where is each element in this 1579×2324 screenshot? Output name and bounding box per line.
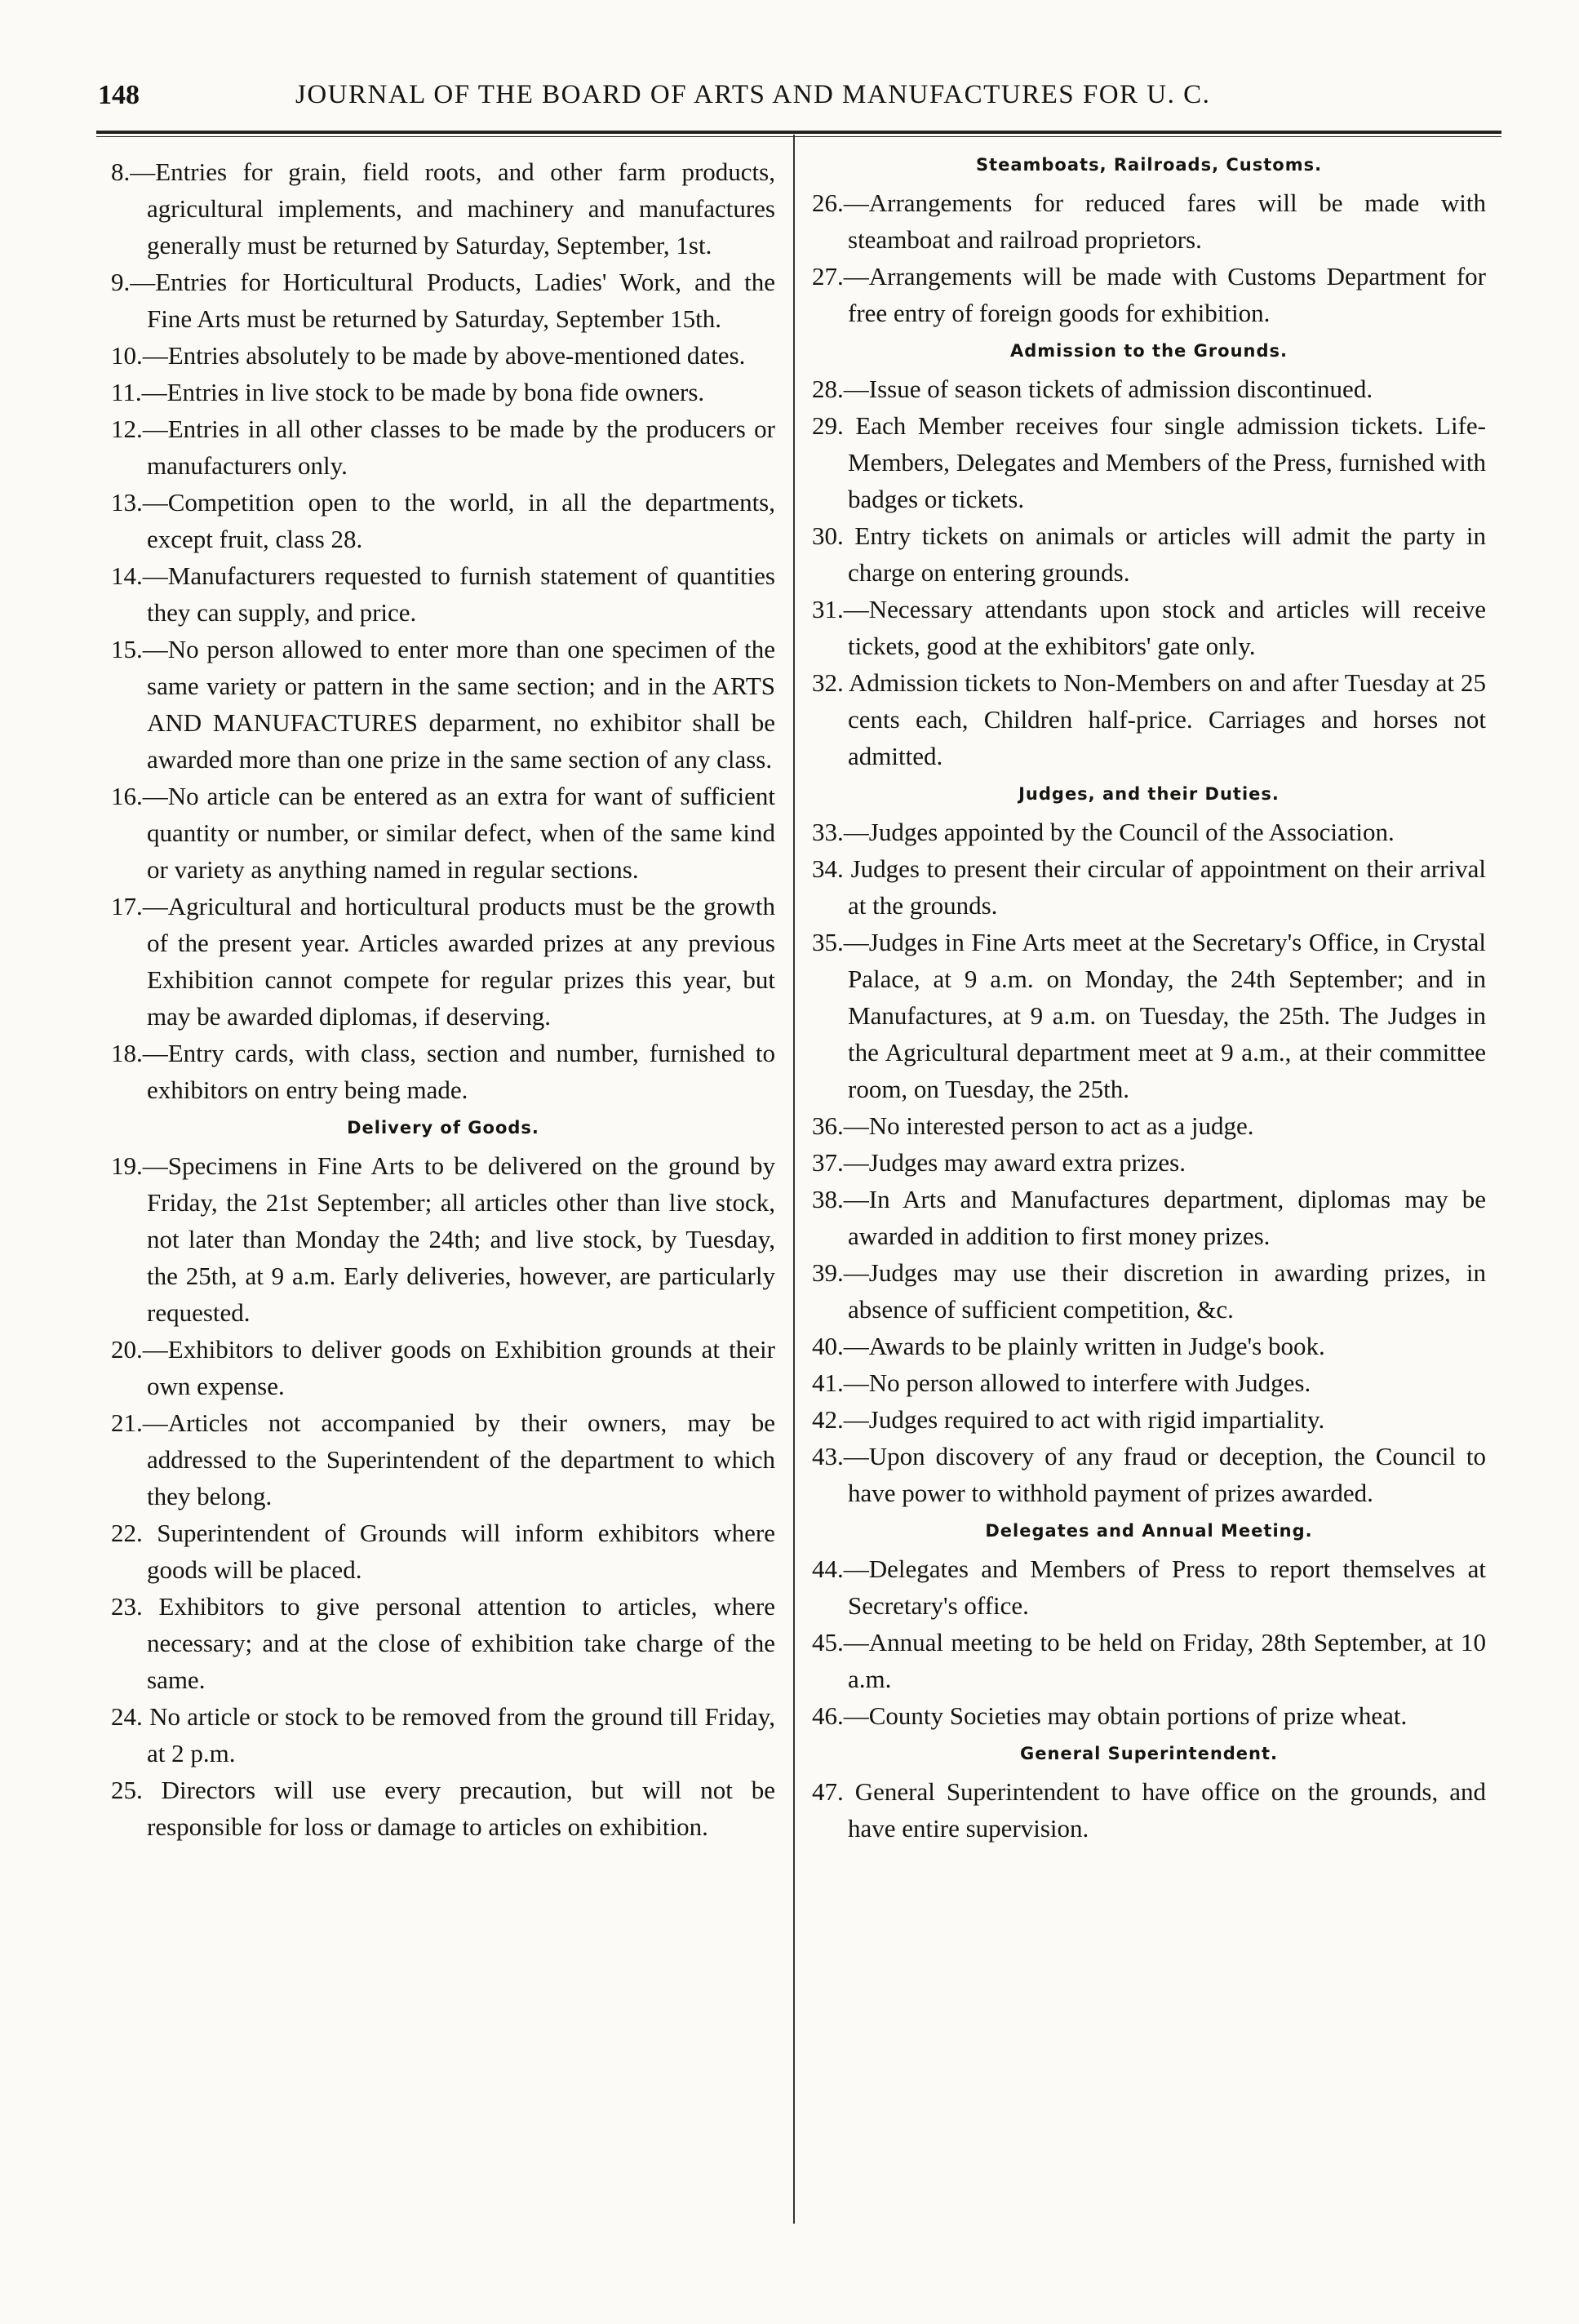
section-heading: Delegates and Annual Meeting. [985,1521,1313,1541]
section-heading: Steamboats, Railroads, Customs. [975,155,1323,175]
column-divider [793,135,795,2224]
left-column [111,153,775,1845]
rule-item: 15.—No person allowed to enter more than one specimen of the same variety or pattern in the same section; and in the ARTS AND MANUFACTURES deparment, no exhibitor shall be awarded more than one prize in the same section of any class. [111,635,775,774]
rule-item: 17.—Agricultural and horticultural products must be the growth of the present year. Articles awarded prizes at any previous Exhibition cannot compete for regular prizes this year, but may be awarded diplomas, if deserving. [111,892,775,1031]
rule-item: 32. Admission tickets to Non-Members on and after Tuesday at 25 cents each, Children half-price. Carriages and horses not admitted. [812,668,1486,770]
rule-item: 31.—Necessary attendants upon stock and articles will receive tickets, good at the exhibitors' gate only. [812,595,1486,660]
rule-item: 33.—Judges appointed by the Council of the Association. [812,818,1395,846]
rule-item: 29. Each Member receives four single admission tickets. Life-Members, Delegates and Members of the Press, furnished with badges or tickets. [812,411,1486,513]
rule-item: 11.—Entries in live stock to be made by bona fide owners. [111,378,705,406]
section-heading: Delivery of Goods. [347,1118,539,1138]
rule-item: 14.—Manufacturers requested to furnish statement of quantities they can supply, and price. [111,561,775,627]
rule-item: 20.—Exhibitors to deliver goods on Exhibition grounds at their own expense. [111,1335,775,1400]
rule-item: 34. Judges to present their circular of appointment on their arrival at the grounds. [812,854,1486,920]
section-heading: Judges, and their Duties. [1018,784,1280,804]
rule-item: 27.—Arrangements will be made with Customs Department for free entry of foreign goods for exhibition. [812,262,1486,327]
right-column [812,153,1486,1847]
rule-item: 47. General Superintendent to have office on the grounds, and have entire supervision. [812,1777,1486,1843]
rule-item: 10.—Entries absolutely to be made by above-mentioned dates. [111,341,746,370]
rule-item: 23. Exhibitors to give personal attention to articles, where necessary; and at the close of exhibition take charge of the same. [111,1592,775,1694]
rule-item: 41.—No person allowed to interfere with Judges. [812,1368,1311,1397]
rule-item: 43.—Upon discovery of any fraud or deception, the Council to have power to withhold payment of prizes awarded. [812,1442,1486,1507]
header-rule-thick [96,131,1501,134]
rule-item: 26.—Arrangements for reduced fares will be made with steamboat and railroad proprietors. [812,188,1486,254]
rule-item: 44.—Delegates and Members of Press to report themselves at Secretary's office. [812,1555,1486,1620]
rule-item: 24. No article or stock to be removed from the ground till Friday, at 2 p.m. [111,1702,775,1767]
rule-item: 8.—Entries for grain, field roots, and other farm products, agricultural implements, and machinery and manufactures generally must be returned by Saturday, September, 1st. [111,157,775,259]
rule-item: 19.—Specimens in Fine Arts to be delivered on the ground by Friday, the 21st September; all articles other than live stock, not later than Monday the 24th; and live stock, by Tuesday, the 25th, at 9 a.m. Early deliveries, however, are particularly requested. [111,1151,775,1327]
rule-item: 13.—Competition open to the world, in all the departments, except fruit, class 28. [111,488,775,553]
rule-item: 45.—Annual meeting to be held on Friday, 28th September, at 10 a.m. [812,1628,1486,1693]
rule-item: 38.—In Arts and Manufactures department, diplomas may be awarded in addition to first money prizes. [812,1185,1486,1250]
section-heading: Admission to the Grounds. [1010,341,1288,361]
rule-item: 22. Superintendent of Grounds will inform exhibitors where goods will be placed. [111,1519,775,1584]
rule-item: 36.—No interested person to act as a judge. [812,1111,1254,1140]
header-rule-thin [96,136,1501,137]
rule-item: 40.—Awards to be plainly written in Judge's book. [812,1332,1325,1360]
rule-item: 39.—Judges may use their discretion in awarding prizes, in absence of sufficient competition, &c. [812,1258,1486,1324]
rule-item: 18.—Entry cards, with class, section and number, furnished to exhibitors on entry being made. [111,1039,775,1104]
running-head: JOURNAL OF THE BOARD OF ARTS AND MANUFACTURES FOR U. C. [295,80,1211,109]
rule-item: 30. Entry tickets on animals or articles will admit the party in charge on entering grounds. [812,521,1486,587]
rule-item: 9.—Entries for Horticultural Products, Ladies' Work, and the Fine Arts must be returned by Saturday, September 15th. [111,268,775,333]
rule-item: 21.—Articles not accompanied by their owners, may be addressed to the Superintendent of the department to which they belong. [111,1408,775,1510]
rule-item: 28.—Issue of season tickets of admission discontinued. [812,375,1373,403]
page-header [98,80,1501,121]
rule-item: 12.—Entries in all other classes to be made by the producers or manufacturers only. [111,415,775,480]
rule-item: 25. Directors will use every precaution, but will not be responsible for loss or damage to articles on exhibition. [111,1776,775,1841]
rule-item: 37.—Judges may award extra prizes. [812,1148,1186,1177]
rule-item: 35.—Judges in Fine Arts meet at the Secretary's Office, in Crystal Palace, at 9 a.m. on Monday, the 24th September; and in Manufactures, at 9 a.m. on Tuesday, the 25th. The Judges in the Agricultural department meet at 9 a.m., at their committee room, on Tuesday, the 25th. [812,928,1486,1103]
rule-item: 16.—No article can be entered as an extra for want of sufficient quantity or number, or similar defect, when of the same kind or variety as anything named in regular sections. [111,782,775,884]
section-heading: General Superintendent. [1019,1744,1279,1763]
rule-item: 46.—County Societies may obtain portions of prize wheat. [812,1701,1408,1730]
page-number: 148 [98,80,140,110]
rule-item: 42.—Judges required to act with rigid impartiality. [812,1405,1325,1434]
